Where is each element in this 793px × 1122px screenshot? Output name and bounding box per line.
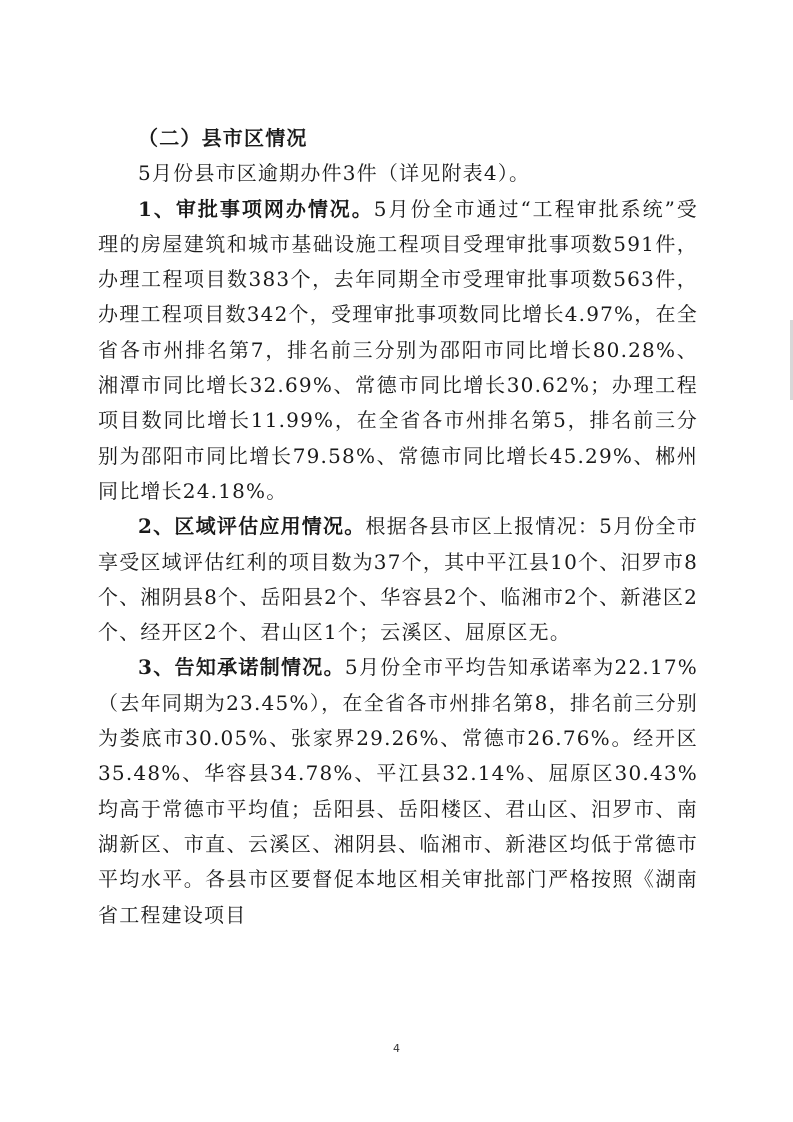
paragraph-item-1 <box>98 192 698 510</box>
item-2-lead: 2、区域评估应用情况。 <box>138 514 366 539</box>
paragraph-item-2 <box>98 509 698 650</box>
page-number: 4 <box>393 1042 400 1055</box>
item-1-lead: 1、审批事项网办情况。 <box>138 196 374 221</box>
item-3-body: 5月份全市平均告知承诺率为22.17%（去年同期为23.45%），在全省各市州排名第8，排名前三分别为娄底市30.05%、张家界29.26%、常德市26.76%。经开区35.48%、华容县34.78%、平江县32.14%、屈原区30.43%均高于常德市平均值；岳阳县、岳阳楼区、君山区、汨罗市、南湖新区、市直、云溪区、湘阴县、临湘市、新港区均低于常德市平均水平。各县市区要督促本地区相关审批部门严格按照《湖南省工程建设项目 <box>98 655 698 927</box>
section-heading: （二）县市区情况 <box>138 126 308 150</box>
document-body <box>98 121 698 933</box>
item-2-body: 根据各县市区上报情况：5月份全市享受区域评估红利的项目数为37个，其中平江县10个、汨罗市8个、湘阴县8个、岳阳县2个、华容县2个、临湘市2个、新港区2个、经开区2个、君山区1个；云溪区、屈原区无。 <box>98 514 698 645</box>
item-3-lead: 3、告知承诺制情况。 <box>138 655 345 680</box>
paragraph-item-3 <box>98 650 698 932</box>
section-intro: 5月份县市区逾期办件3件（详见附表4）。 <box>138 161 531 186</box>
item-1-body: 5月份全市通过“工程审批系统”受理的房屋建筑和城市基础设施工程项目受理审批事项数591件，办理工程项目数383个，去年同期全市受理审批事项数563件，办理工程项目数342个，受理审批事项数同比增长4.97%，在全省各市州排名第7，排名前三分别为邵阳市同比增长80.28%、湘潭市同比增长32.69%、常德市同比增长30.62%；办理工程项目数同比增长11.99%，在全省各市州排名第5，排名前三分别为邵阳市同比增长79.58%、常德市同比增长45.29%、郴州同比增长24.18%。 <box>98 196 698 503</box>
